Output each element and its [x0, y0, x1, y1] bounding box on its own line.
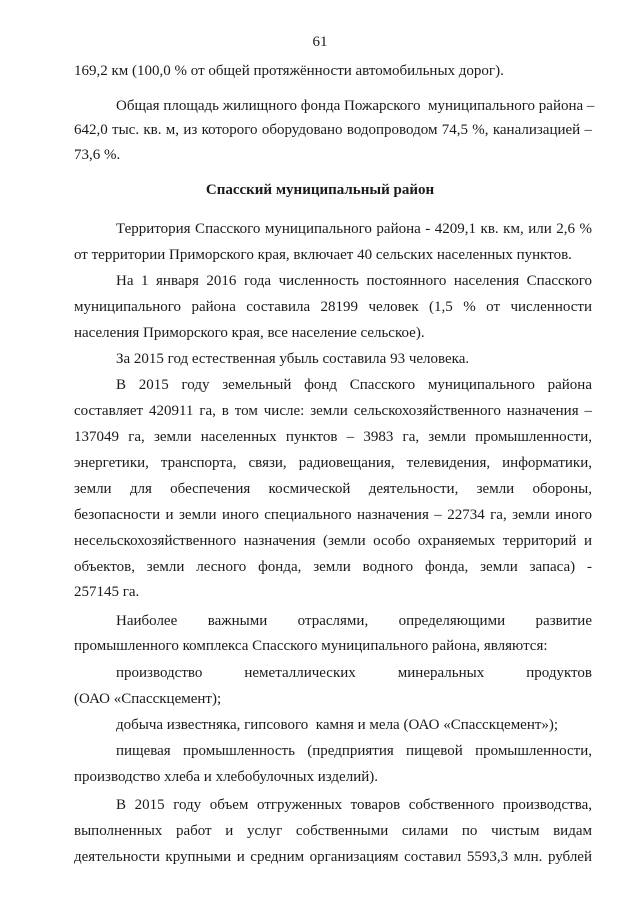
paragraph-line: За 2015 год естественная убыль составила 93 человека. [116, 351, 470, 367]
paragraph-line: безопасности и земли иного специального назначения – 22734 га, земли иного [74, 507, 592, 523]
page-number: 61 [312, 34, 328, 50]
paragraph-line: от территории Приморского края, включает 40 сельских населенных пунктов. [74, 247, 572, 263]
paragraph-line: промышленного комплекса Спасского муниципального района, являются: [74, 638, 548, 654]
paragraph-line: На 1 января 2016 года численность постоянного населения Спасского [116, 273, 592, 289]
paragraph-line: составляет 420911 га, в том числе: земли сельскохозяйственного назначения – [74, 403, 592, 419]
paragraph-line: В 2015 году земельный фонд Спасского муниципального района [116, 377, 592, 393]
paragraph-line: добыча известняка, гипсового камня и мела (ОАО «Спасскцемент»); [116, 717, 559, 733]
paragraph-line: (ОАО «Спасскцемент); [74, 691, 222, 707]
paragraph-line: муниципального района составила 28199 человек (1,5 % от численности [74, 299, 592, 315]
paragraph-line: населения Приморского края, все население сельское). [74, 325, 425, 341]
paragraph-line: производство неметаллических минеральных продуктов [116, 665, 592, 681]
paragraph-line: Общая площадь жилищного фонда Пожарского муниципального района – [116, 98, 595, 114]
paragraph-line: 642,0 тыс. кв. м, из которого оборудовано водопроводом 74,5 %, канализацией – [74, 122, 592, 138]
section-heading: Спасский муниципальный район [205, 182, 435, 198]
paragraph-line: В 2015 году объем отгруженных товаров собственного производства, [116, 797, 592, 813]
paragraph-line: 137049 га, земли населенных пунктов – 3983 га, земли промышленности, [74, 429, 592, 445]
paragraph-line: 169,2 км (100,0 % от общей протяжённости автомобильных дорог). [74, 63, 504, 79]
paragraph-line: 257145 га. [74, 584, 140, 600]
paragraph-line: выполненных работ и услуг собственными силами по чистым видам [74, 823, 592, 839]
paragraph-line: пищевая промышленность (предприятия пищевой промышленности, [116, 743, 592, 759]
paragraph-line: производство хлеба и хлебобулочных изделий). [74, 769, 378, 785]
paragraph-line: несельскохозяйственного назначения (земли особо охраняемых территорий и [74, 533, 592, 549]
paragraph-line: Наиболее важными отраслями, определяющими развитие [116, 613, 592, 629]
paragraph-line: деятельности крупными и средним организациям составил 5593,3 млн. рублей [74, 849, 592, 865]
paragraph-line: 73,6 %. [74, 147, 121, 163]
paragraph-line: энергетики, транспорта, связи, радиовещания, телевидения, информатики, [74, 455, 592, 471]
paragraph-line: земли для обеспечения космической деятельности, земли обороны, [74, 481, 592, 497]
paragraph-line: объектов, земли лесного фонда, земли водного фонда, земли запаса) - [74, 559, 592, 575]
paragraph-line: Территория Спасского муниципального района - 4209,1 кв. км, или 2,6 % [116, 221, 592, 237]
